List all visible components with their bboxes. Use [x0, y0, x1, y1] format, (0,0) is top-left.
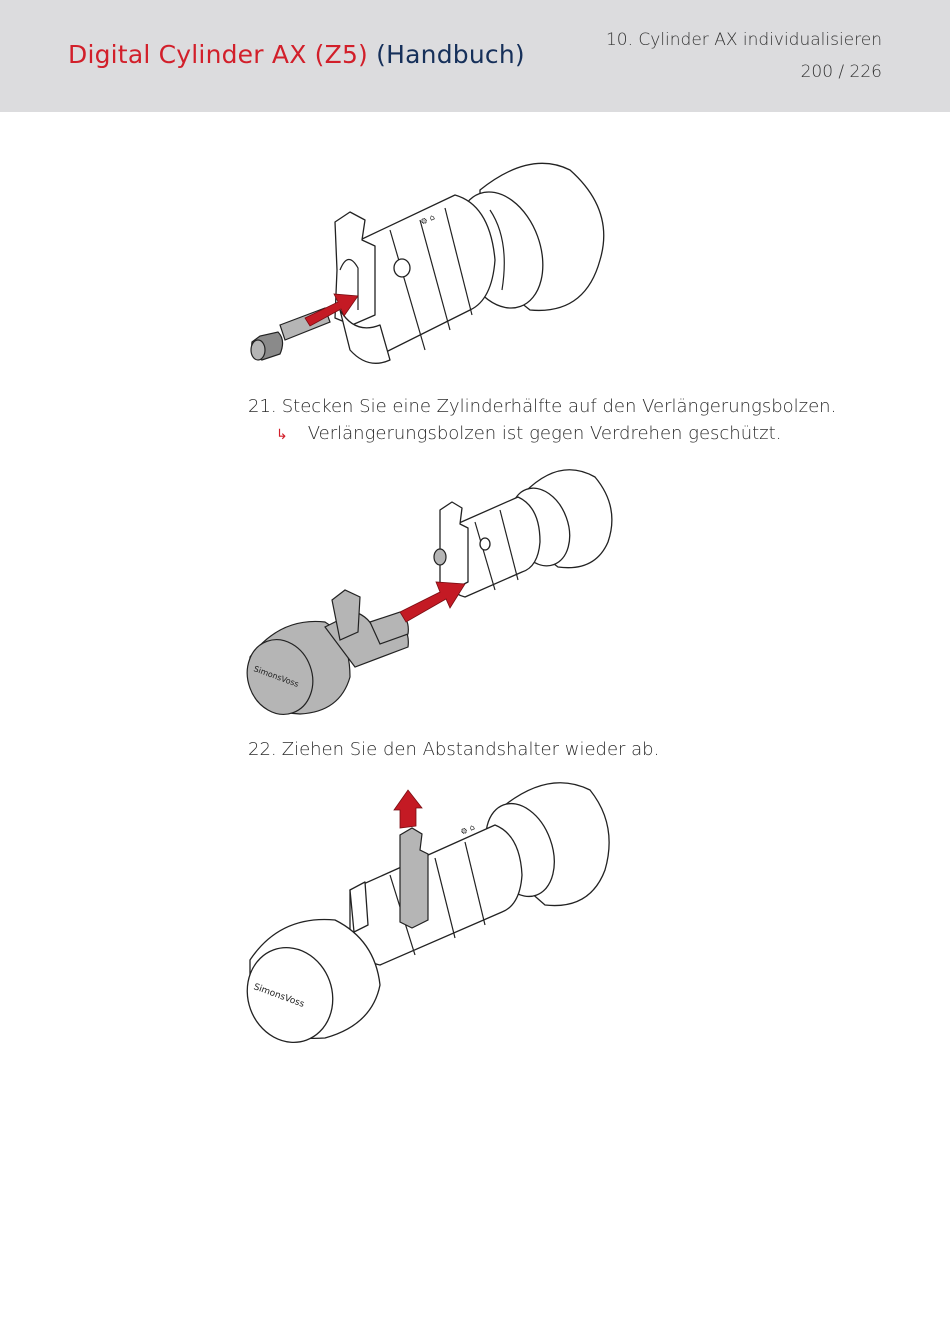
step-number: 22.	[248, 739, 277, 760]
document-title-brand: Digital Cylinder AX (Z5)	[68, 40, 369, 69]
figure-bolt-insertion	[240, 150, 620, 380]
svg-text:⚙ ⌂: ⚙ ⌂	[459, 822, 477, 837]
step-22	[248, 739, 659, 760]
figure-attach-half	[240, 462, 620, 722]
page-header	[0, 0, 950, 112]
document-title-sub: (Handbuch)	[376, 40, 525, 69]
result-arrow-icon: ↳	[276, 427, 288, 443]
svg-text:⚙ ⌂: ⚙ ⌂	[419, 212, 437, 227]
brand-logo: SimonsVoss	[252, 664, 300, 689]
step-21-result	[276, 423, 781, 444]
brand-logo: SimonsVoss	[252, 982, 306, 1010]
step-text: Ziehen Sie den Abstandshalter wieder ab.	[281, 739, 660, 760]
step-number: 21.	[248, 396, 277, 417]
document-title	[68, 40, 525, 69]
step-text: Stecken Sie eine Zylinderhälfte auf den Verlängerungsbolzen.	[281, 396, 837, 417]
figure-remove-spacer	[240, 780, 620, 1050]
result-text: Verlängerungsbolzen ist gegen Verdrehen geschützt.	[307, 423, 782, 444]
page-number: 200 / 226	[800, 62, 882, 82]
step-21	[248, 396, 836, 417]
chapter-title: 10. Cylinder AX individualisieren	[605, 30, 882, 50]
